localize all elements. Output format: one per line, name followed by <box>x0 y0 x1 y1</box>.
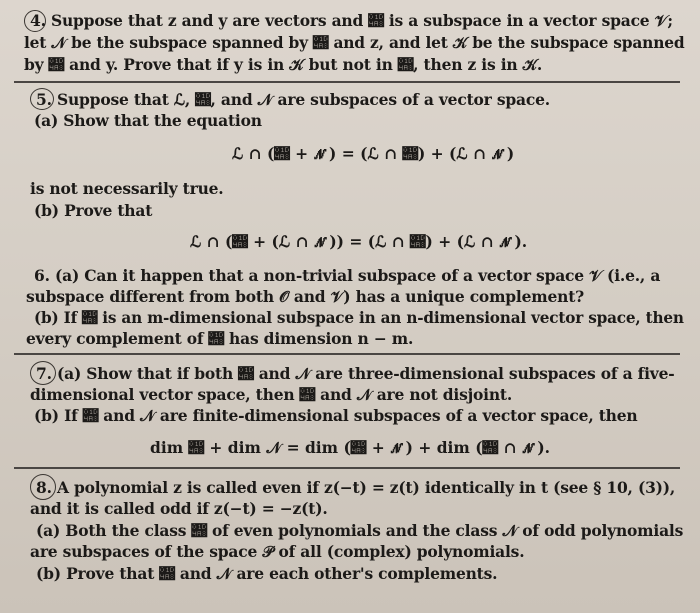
problem-4-line-1: 4. Suppose that z and y are vectors and 𝒨 is a subspace in a vector space 𝒱; <box>30 11 673 30</box>
problem-5-not-true: is not necessarily true. <box>30 179 224 198</box>
problem-4-line-3: by 𝒨 and y. Prove that if y is in 𝒦 but not in 𝒨, then z is in 𝒦. <box>24 55 543 74</box>
problem-5-intro: 5. Suppose that ℒ, 𝒨, and 𝒩 are subspaces of a vector space. <box>36 90 550 109</box>
problem-4-line-2: let 𝒩 be the subspace spanned by 𝒨 and z, and let 𝒦 be the subspace spanned <box>24 33 685 52</box>
problem-6-line-3: (b) If 𝒨 is an m-dimensional subspace in an n-dimensional vector space, then <box>34 308 684 327</box>
problem-5-part-a: (a) Show that the equation <box>34 111 262 130</box>
problem-7-equation: dim 𝒨 + dim 𝒩 = dim (𝒨 + 𝒩) + dim (𝒨 ∩ 𝒩). <box>150 438 551 457</box>
problem-6-line-2: subspace different from both 𝒪 and 𝒱) has a unique complement? <box>26 287 585 306</box>
problem-8-line-2: and it is called odd if z(−t) = −z(t). <box>30 499 328 518</box>
problem-8-line-5: (b) Prove that 𝒨 and 𝒩 are each other's complements. <box>36 564 498 583</box>
problem-5-equation-1: ℒ ∩ (𝒨 + 𝒩) = (ℒ ∩ 𝒨) + (ℒ ∩ 𝒩) <box>232 144 515 163</box>
problem-8-line-4: are subspaces of the space 𝒫 of all (complex) polynomials. <box>30 542 525 561</box>
problem-5-part-b: (b) Prove that <box>34 201 153 220</box>
divider-2 <box>14 353 680 355</box>
problem-7-line-1: 7. (a) Show that if both 𝒨 and 𝒩 are three-dimensional subspaces of a five- <box>36 364 675 383</box>
problem-7-line-2: dimensional vector space, then 𝒨 and 𝒩 are not disjoint. <box>30 385 513 404</box>
problem-8-line-3: (a) Both the class 𝒨 of even polynomials and the class 𝒩 of odd polynomials <box>36 521 684 540</box>
problem-6-line-4: every complement of 𝒨 has dimension n − m. <box>26 329 414 348</box>
divider-1 <box>14 81 680 83</box>
problem-6-line-1: 6. (a) Can it happen that a non-trivial subspace of a vector space 𝒱 (i.e., a <box>34 266 661 285</box>
problem-7-line-3: (b) If 𝒨 and 𝒩 are finite-dimensional subspaces of a vector space, then <box>34 406 638 425</box>
divider-3 <box>14 467 680 469</box>
problem-8-line-1: 8. A polynomial z is called even if z(−t) = z(t) identically in t (see § 10, (3)), <box>36 478 676 497</box>
problem-5-equation-2: ℒ ∩ (𝒨 + (ℒ ∩ 𝒩)) = (ℒ ∩ 𝒨) + (ℒ ∩ 𝒩). <box>190 232 528 251</box>
